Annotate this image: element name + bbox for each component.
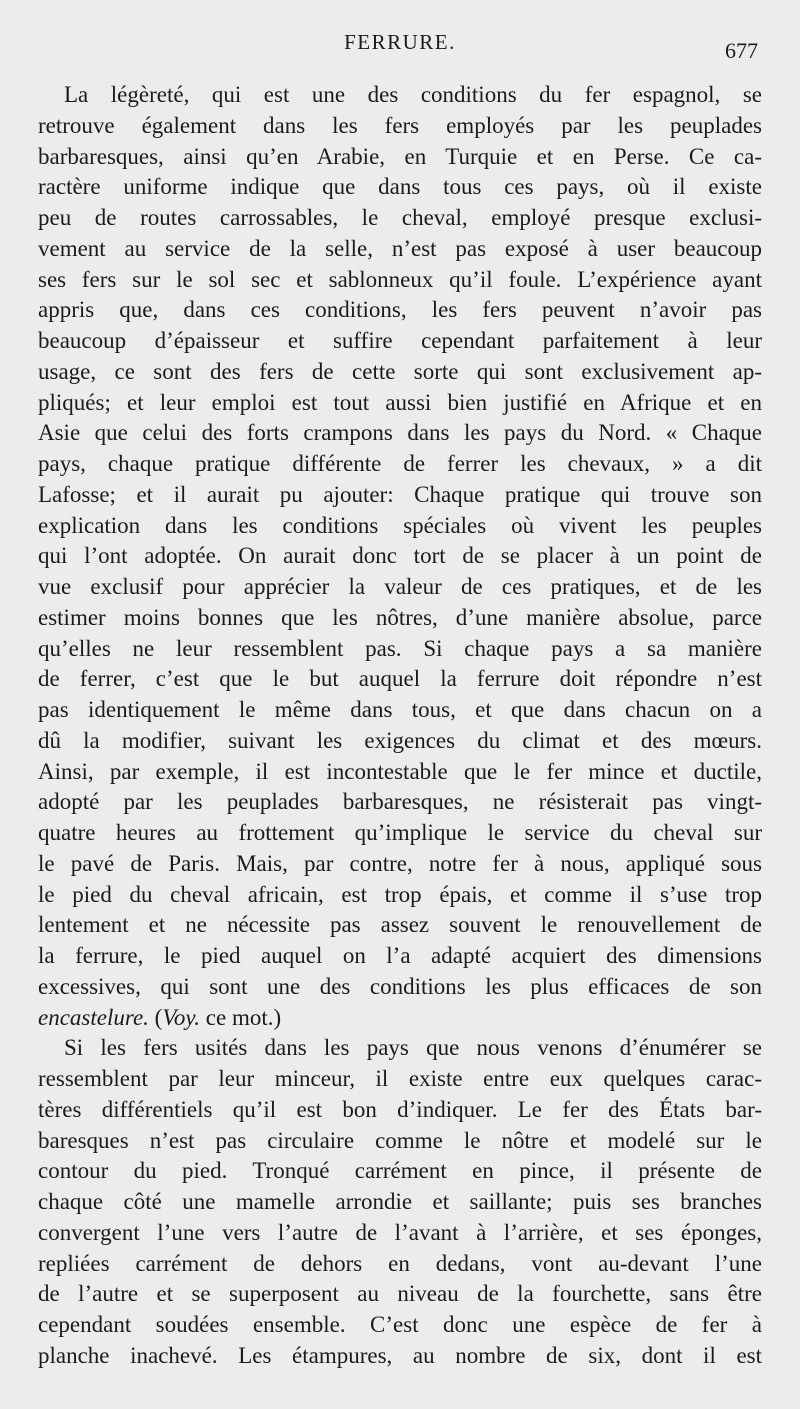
text-line: ressemblent par leur minceur, il existe entre eux quelques carac-: [38, 1066, 762, 1091]
text-line: cependant soudées ensemble. C’est donc une espèce de fer à: [38, 1312, 762, 1337]
text-line: Ainsi, par exemple, il est incontestable que le fer mince et ductile,: [38, 758, 762, 784]
running-title: FERRURE.: [344, 30, 456, 54]
text-line: de l’autre et se superposent au niveau de la fourchette, sans être: [38, 1281, 762, 1307]
text-line: explication dans les conditions spéciales où vivent les peuples: [38, 512, 762, 538]
text-line: barbaresques, ainsi qu’en Arabie, en Turquie et en Perse. Ce ca-: [38, 143, 762, 169]
text-line: ses fers sur le sol sec et sablonneux qu’il foule. L’expérience ayant: [38, 266, 762, 292]
text-line: excessives, qui sont une des conditions les plus efficaces de son: [38, 973, 762, 999]
text-line: planche inachevé. Les étampures, au nombre de six, dont il est: [38, 1342, 762, 1368]
text-line: pas identiquement le même dans tous, et que dans chacun on a: [38, 697, 762, 722]
text-line: usage, ce sont des fers de cette sorte qui sont exclusivement ap-: [38, 358, 762, 384]
body-text: [38, 80, 762, 1372]
text-line: de ferrer, c’est que le but auquel la ferrure doit répondre n’est: [38, 666, 762, 692]
text-line: ractère uniforme indique que dans tous ces pays, où il existe: [38, 174, 762, 200]
text-line: dû la modifier, suivant les exigences du climat et des mœurs.: [38, 727, 762, 753]
text-line: retrouve également dans les fers employés par les peuplades: [38, 112, 762, 138]
text-line: pliqués; et leur emploi est tout aussi bien justifié en Afrique et en: [38, 389, 762, 415]
text-line: baresques n’est pas circulaire comme le nôtre et modelé sur le: [38, 1127, 762, 1153]
page-header: [0, 30, 800, 64]
text-line: peu de routes carrossables, le cheval, employé presque exclusi-: [38, 205, 762, 230]
text-line: contour du pied. Tronqué carrément en pince, il présente de: [38, 1158, 762, 1184]
text-line: La légèreté, qui est une des conditions du fer espagnol, se: [64, 82, 762, 107]
ref-close: ce mot.): [200, 1004, 282, 1030]
text-line: vement au service de la selle, n’est pas exposé à user beaucoup: [38, 235, 762, 261]
text-line: Lafosse; et il aurait pu ajouter: Chaque pratique qui trouve son: [38, 481, 762, 507]
text-line: pays, chaque pratique différente de ferrer les chevaux, » a dit: [38, 451, 762, 476]
ref-open: (: [148, 1004, 163, 1030]
text-line: qui l’ont adoptée. On aurait donc tort de se placer à un point de: [38, 543, 762, 569]
text-line: repliées carrément de dehors en dedans, vont au-devant l’une: [38, 1250, 762, 1276]
text-line: vue exclusif pour apprécier la valeur de ces pratiques, et de les: [38, 574, 762, 599]
text-line: tères différentiels qu’il est bon d’indiquer. Le fer des États bar-: [38, 1096, 762, 1122]
text-line: le pied du cheval africain, est trop épais, et comme il s’use trop: [38, 881, 762, 907]
text-line: estimer moins bonnes que les nôtres, d’une manière absolue, parce: [38, 604, 762, 630]
text-line: la ferrure, le pied auquel on l’a adapté acquiert des dimensions: [38, 943, 762, 968]
text-line: Si les fers usités dans les pays que nous venons d’énumérer se: [64, 1035, 762, 1061]
text-line: lentement et ne nécessite pas assez souvent le renouvellement de: [38, 912, 762, 938]
text-line: le pavé de Paris. Mais, par contre, notre fer à nous, appliqué sous: [38, 850, 762, 876]
paragraph-end-line: [38, 1003, 762, 1034]
text-line: beaucoup d’épaisseur et suffire cependant parfaitement à leur: [38, 328, 762, 353]
text-line: qu’elles ne leur ressemblent pas. Si chaque pays a sa manière: [38, 635, 762, 661]
page-number: 677: [725, 38, 758, 63]
text-line: adopté par les peuplades barbaresques, ne résisterait pas vingt-: [38, 789, 762, 815]
text-line: quatre heures au frottement qu’implique le service du cheval sur: [38, 820, 762, 845]
text-line: convergent l’une vers l’autre de l’avant à l’arrière, et ses éponges,: [38, 1219, 762, 1245]
text-line: appris que, dans ces conditions, les fers peuvent n’avoir pas: [38, 297, 762, 323]
ref-abbr: Voy.: [162, 1004, 201, 1030]
text-line: chaque côté une mamelle arrondie et saillante; puis ses branches: [38, 1189, 762, 1214]
italic-term: encastelure.: [38, 1004, 149, 1030]
text-line: Asie que celui des forts crampons dans les pays du Nord. « Chaque: [38, 420, 762, 446]
